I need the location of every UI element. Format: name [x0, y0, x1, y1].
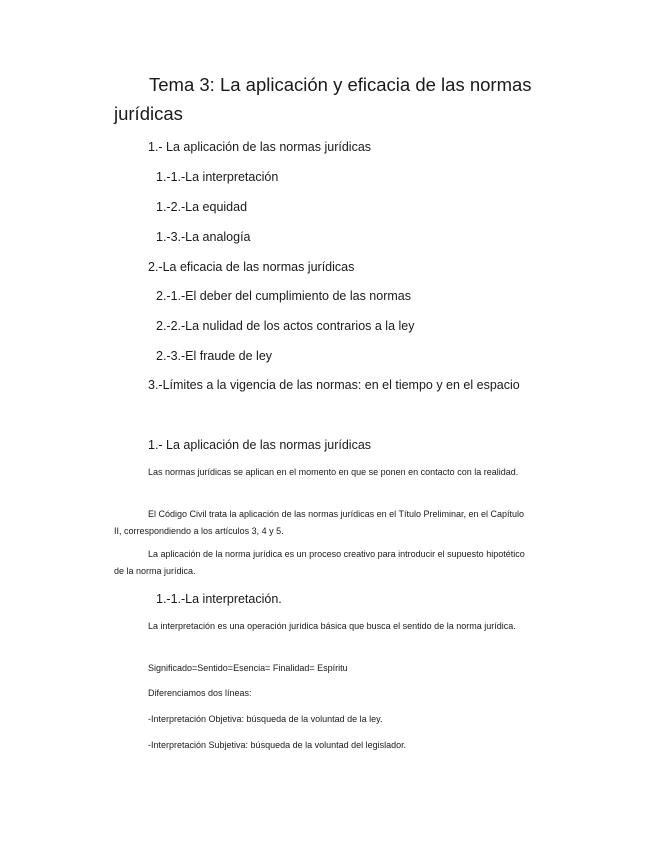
paragraph: [114, 464, 532, 481]
toc-item: 1.-2.-La equidad: [156, 200, 248, 214]
paragraph-text: La aplicación de la norma jurídica es un proceso creativo para introducir el supuesto hipotético de la norma jurídica.: [114, 549, 525, 576]
text-line: -Interpretación Subjetiva: búsqueda de la voluntad del legislador.: [148, 740, 407, 750]
title-text: Tema 3: La aplicación y eficacia de las normas jurídicas: [114, 74, 532, 124]
section-heading: 1.- La aplicación de las normas jurídicas: [148, 438, 372, 452]
paragraph: [114, 618, 532, 635]
toc-item: 1.- La aplicación de las normas jurídicas: [148, 140, 372, 154]
text-line: Significado=Sentido=Esencia= Finalidad= Espíritu: [148, 663, 348, 673]
text-line: Diferenciamos dos líneas:: [148, 688, 252, 698]
toc-item: 1.-3.-La analogía: [156, 230, 251, 244]
paragraph-text: La interpretación es una operación jurídica básica que busca el sentido de la norma jurídica.: [148, 621, 516, 631]
paragraph: [114, 546, 532, 579]
paragraph-text: El Código Civil trata la aplicación de las normas jurídicas en el Título Preliminar, en el Capítulo II, correspondiendo a los artículos 3, 4 y 5.: [114, 509, 525, 536]
subsection-heading: 1.-1.-La interpretación.: [156, 592, 282, 606]
paragraph-text: Las normas jurídicas se aplican en el momento en que se ponen en contacto con la realidad.: [148, 467, 519, 477]
paragraph: [114, 506, 532, 539]
toc-item: 2.-3.-El fraude de ley: [156, 349, 273, 363]
toc-item: 2.-1.-El deber del cumplimiento de las normas: [156, 289, 411, 303]
toc-item: 2.-2.-La nulidad de los actos contrarios a la ley: [156, 319, 415, 333]
toc-item: 1.-1.-La interpretación: [156, 170, 279, 184]
text-line: -Interpretación Objetiva: búsqueda de la voluntad de la ley.: [148, 714, 383, 724]
toc-item: 3.-Límites a la vigencia de las normas: en el tiempo y en el espacio: [148, 378, 520, 392]
document-title: [114, 70, 544, 128]
toc-item: 2.-La eficacia de las normas jurídicas: [148, 260, 355, 274]
